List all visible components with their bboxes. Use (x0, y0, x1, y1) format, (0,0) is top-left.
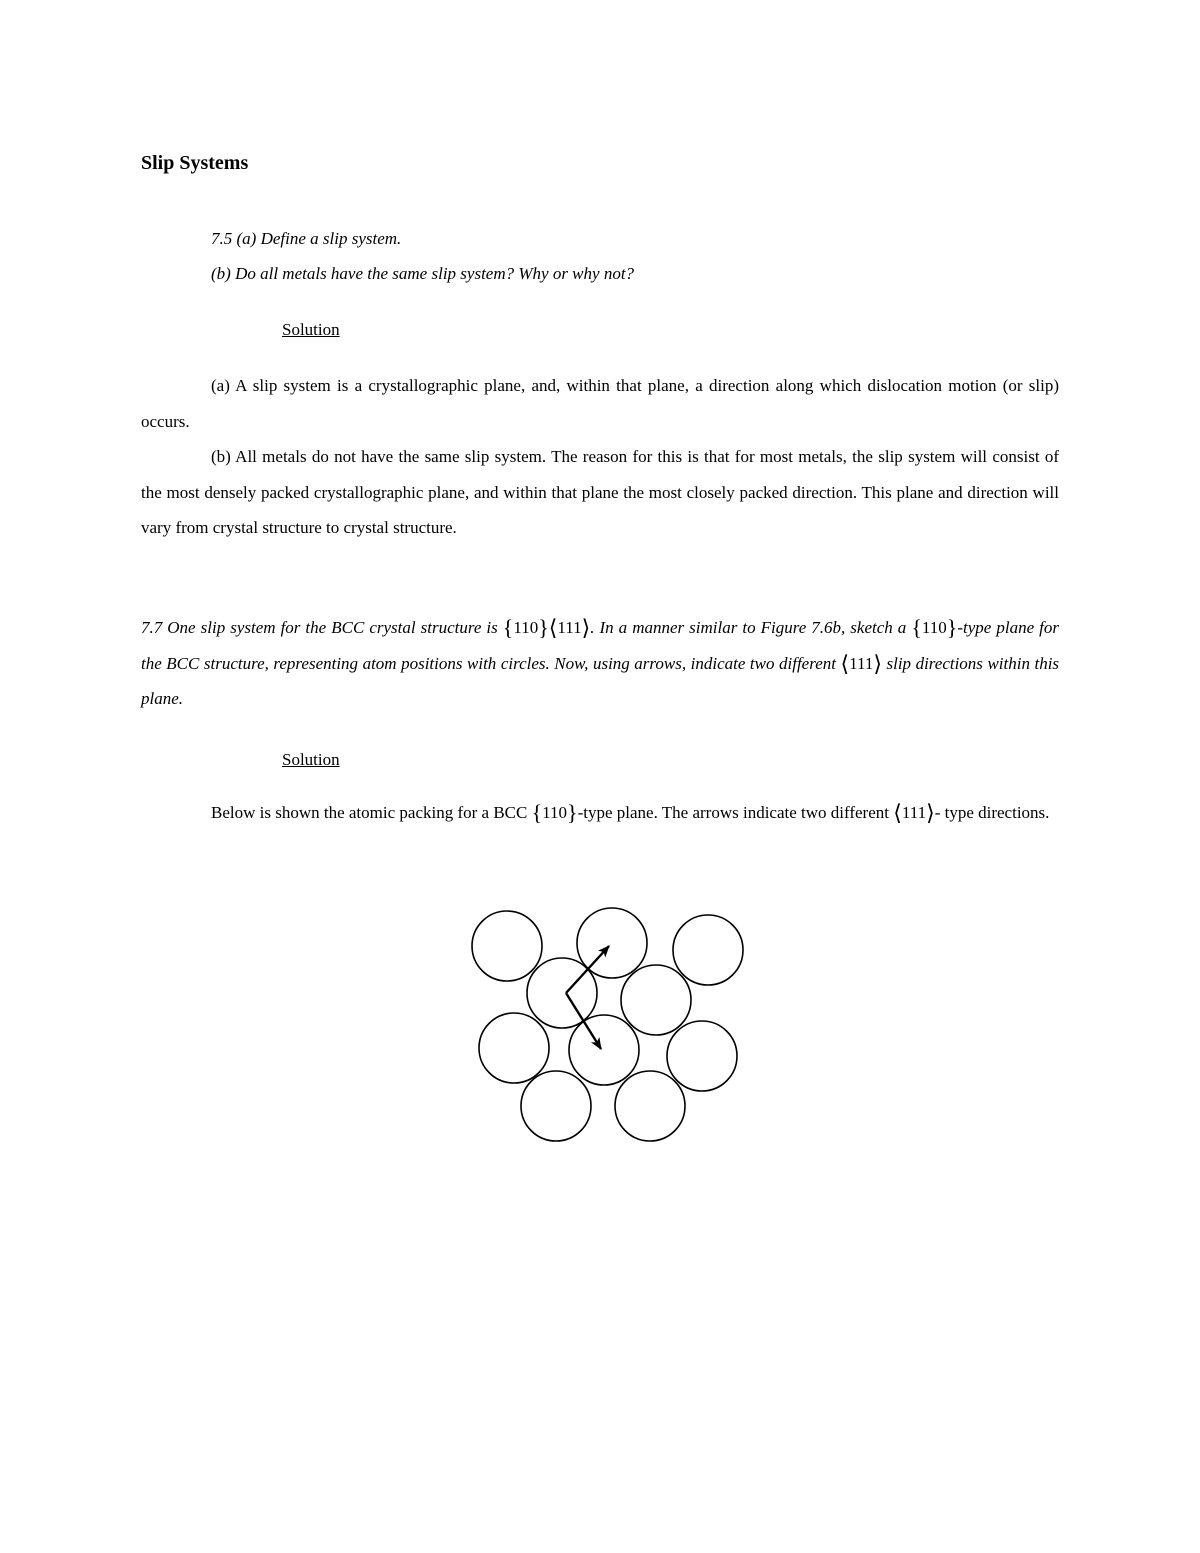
slip-direction-arrow-1 (566, 946, 609, 993)
atom-circle-10 (615, 1071, 685, 1141)
solution-label-7-7: Solution (282, 750, 340, 769)
section-heading: Slip Systems (141, 152, 249, 174)
atom-circle-9 (521, 1071, 591, 1141)
ans77-part4: type directions. (944, 803, 1050, 822)
atom-circle-3 (673, 915, 743, 985)
ans77-part1: Below is shown the atomic packing for a BCC (211, 803, 528, 822)
atom-circle-2 (577, 908, 647, 978)
atom-circle-1 (472, 911, 542, 981)
plane-notation-q: {110}⟨111⟩ (502, 615, 591, 640)
question-7-5-a: 7.5 (a) Define a slip system. (211, 229, 402, 248)
atom-circle-4 (527, 958, 597, 1028)
atom-circle-8 (667, 1021, 737, 1091)
direction-notation-q: ⟨111⟩ (840, 650, 882, 676)
atom-circle-7 (569, 1015, 639, 1085)
q77-part1: 7.7 One slip system for the BCC crystal structure is (141, 618, 498, 637)
atom-circles (472, 908, 743, 1141)
answer-a-text: (a) A slip system is a crystallographic plane, and, within that plane, a direction along which dislocation motion (or slip) occurs. (141, 376, 1059, 431)
solution-label-7-5: Solution (282, 320, 340, 339)
plane-notation-a: {110} (531, 800, 578, 825)
ans77-part2: -type plane. The arrows indicate two different (577, 803, 889, 822)
q77-part2: . In a manner similar to Figure 7.6b, sketch a (590, 618, 907, 637)
q77-part5: slip directions within this plane. (141, 653, 1060, 708)
answer-b-text: (b) All metals do not have the same slip system. The reason for this is that for most metals, the slip system will consist of the most densely packed crystallographic plane, and within that plane the most closely packed direction. This plane and direction will vary from crystal structure to crystal structure. (141, 447, 1059, 537)
plane-notation-q2: {110} (911, 615, 958, 640)
q77-part3: -type plane for the BCC structure, representing atom positions with circles. Now, using arrows, indicate two (141, 618, 1059, 673)
ans77-part3: - (934, 803, 941, 822)
q77-part4: different (779, 653, 836, 673)
question-7-5-b: (b) Do all metals have the same slip system? Why or why not? (211, 264, 635, 283)
atom-circle-5 (621, 965, 691, 1035)
atom-circle-6 (479, 1013, 549, 1083)
direction-notation-a: ⟨111⟩ (893, 800, 935, 825)
